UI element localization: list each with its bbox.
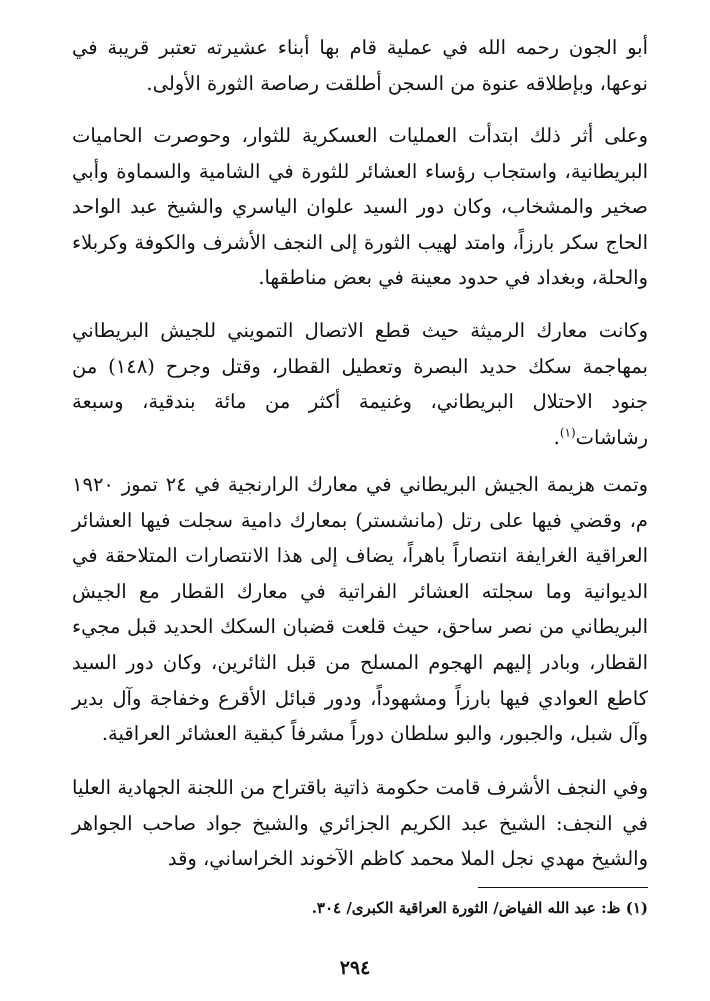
paragraph-3 [72,313,648,455]
paragraph-3-text: وكانت معارك الرميثة حيث قطع الاتصال التمويني للجيش البريطاني بمهاجمة سكك حديد البصرة وتعطيل القطار، وقتل وجرح (١٤٨) من جنود الاحتلال البريطاني، وغنيمة أكثر من مائة بندقية، وسبعة رشاشات [72,319,648,449]
footnote-separator [478,887,648,888]
paragraph-5: وفي النجف الأشرف قامت حكومة ذاتية باقتراح من اللجنة الجهادية العليا في النجف: الشيخ عبد الكريم الجزائري والشيخ جواد صاحب الجواهر والشيخ مهدي نجل الملا محمد كاظم الآخوند الخراساني، وقد [72,776,648,871]
footnote-reference: (١) [559,425,576,440]
paragraph-1: أبو الجون رحمه الله في عملية قام بها أبناء عشيرته تعتبر قريبة في نوعها، وبإطلاقه عنوة من السجن أطلقت رصاصة الثورة الأولى. [72,36,648,95]
paragraph-4: وتمت هزيمة الجيش البريطاني في معارك الرارنجية في ٢٤ تموز ١٩٢٠ م، وقضي فيها على رتل (مانشستر) بمعارك دامية سجلت فيها العشائر العراقية الغرايفة انتصاراً باهراً، يضاف إلى هذا الانتصارات المتلاحقة في الديوانية وما سجلته العشائر الفراتية في معارك القطار مع الجيش البريطاني من نصر ساحق، حيث قلعت قضبان السكك الحديد قبل مجيء القطار، وبادر إليهم الهجوم المسلح من قبل الثائرين، وكان دور السيد كاطع العوادي فيها بارزاً ومشهوداً، ودور قبائل الأقرع وخفاجة وآل بدير وآل شبل، والجبور، والبو سلطان دوراً مشرفاً كبقية العشائر العراقية. [72,473,648,746]
paragraph-3-end: . [553,425,560,449]
page-number: ٢٩٤ [339,957,371,979]
footnote: (١) ظ: عبد الله الفياض/ الثورة العراقية الكبرى/ ٣٠٤. [311,899,648,917]
paragraph-2: وعلى أثر ذلك ابتدأت العمليات العسكرية للثوار، وحوصرت الحاميات البريطانية، واستجاب رؤساء العشائر للثورة في الشامية والسماوة وأبي صخير والمشخاب، وكان دور السيد علوان الياسري والشيخ عبد الواحد الحاج سكر بارزاً، وامتد لهيب الثورة إلى النجف الأشرف والكوفة وكربلاء والحلة، وبغداد في حدود معينة في بعض مناطقها. [72,124,648,290]
